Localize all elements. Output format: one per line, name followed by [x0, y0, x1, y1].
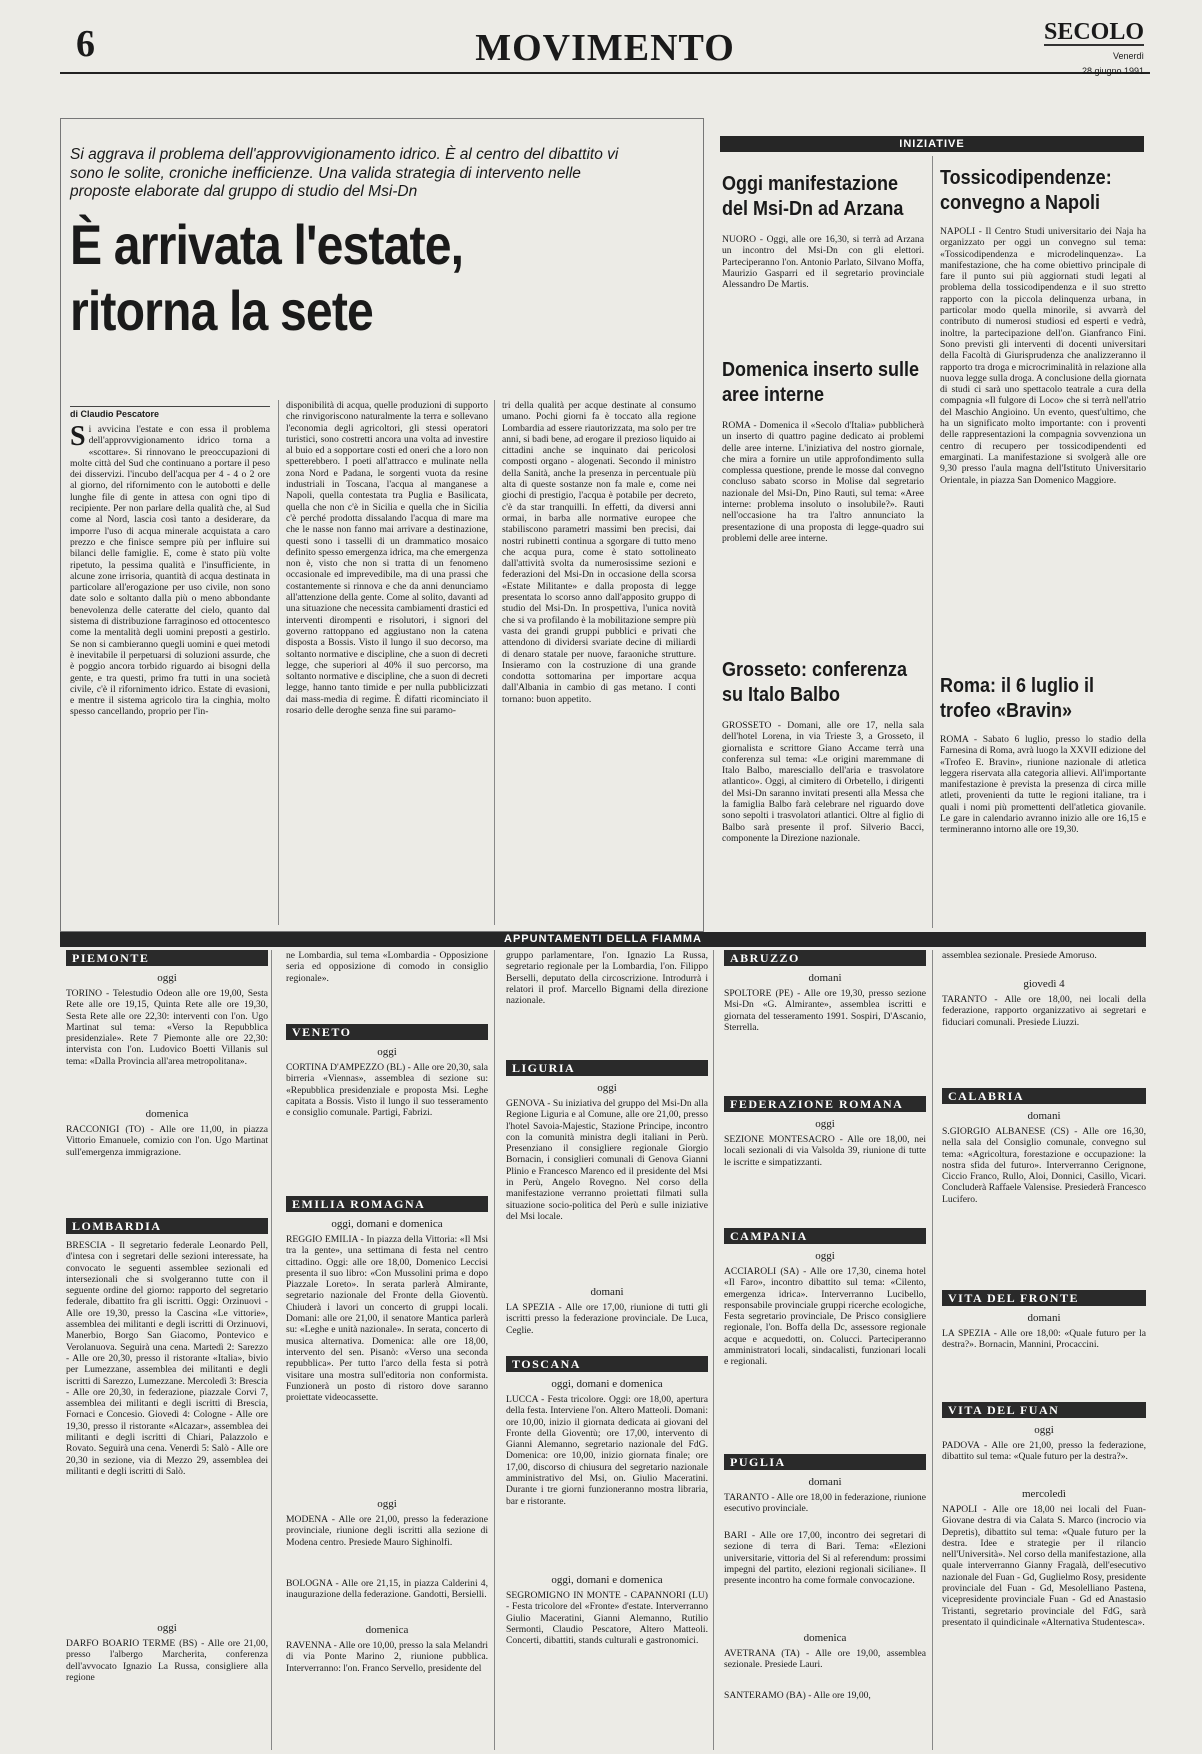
liguria-oggi: oggi [597, 1082, 617, 1094]
puglia-bari: BARI - Alle ore 17,00, incontro dei segretari di sezione di terra di Bari. Tema: «Elezioni universitarie, vittoria del Si al referendum: prossimi impegni del partito, elezioni regionali siciliane». Il presente incontro ha come formale convocazione. [724, 1530, 926, 1587]
puglia-taranto: TARANTO - Alle ore 18,00 in federazione, riunione esecutivo provinciale. [724, 1492, 926, 1515]
fronte-spezia: LA SPEZIA - Alle ore 18,00: «Quale futuro per la destra?». Bornacin, Mannini, Procaccini. [942, 1328, 1146, 1351]
fed-montesacro: SEZIONE MONTESACRO - Alle ore 18,00, nei locali sezionali di via Valsolda 39, riunione di tutte le iscritte e simpatizzanti. [724, 1134, 926, 1168]
col2-continuation: ne Lombardia, sul tema «Lombardia - Opposizione seria ed opposizione di comodo in consiglio regionale». [286, 950, 488, 984]
section-title: MOVIMENTO [475, 27, 735, 69]
liguria-domani: domani [590, 1286, 624, 1298]
region-abruzzo: ABRUZZO [724, 950, 926, 966]
main-article-col-1 [70, 424, 270, 924]
piemonte-racconigi: RACCONIGI (TO) - Alle ore 11,00, in piazza Vittorio Emanuele, comizio con l'on. Ugo Martinat sull'emergenza immigrazione. [66, 1124, 268, 1158]
piemonte-oggi: oggi [157, 972, 177, 984]
veneto-oggi: oggi [377, 1046, 397, 1058]
lombardia-brescia: BRESCIA - Il segretario federale Leonardo Pell, d'intesa con i segretari delle sezioni interessate, ha convocato le seguenti assemblee sezionali ed intersezionali che si svolgeranno tutte con il seguente ordine del giorno: rapporto del segretario federale, dibattito fra gli iscritti. Oggi: Orzinuovi - Alle ore 19,30, presso la Cascina «Le vittorie», assemblea dei militanti e degli iscritti di Orzinuovi, Manerbio, Borgo San Giacomo, Pontevico e Verolanuova. Seguirà una cena. Martedì 2: Sarezzo - Alle ore 20,30, presso il ristorante «Italia», bivio per Lumezzane, assemblea dei militanti e degli iscritti di Sarezzo, Lumezzane. Mercoledì 3: Brescia - Alle ore 20,30, in federazione, piazzale Corvi 7, assemblea dei militanti e degli iscritti di Brescia, Fornaci e Concesio. Giovedì 4: Cologne - Alle ore 19,30, presso il ristorante «Alcazar», assemblea dei militanti e degli iscritti di Chiari, Palazzolo e Rovato. Seguirà una cena. Venerdì 5: Salò - Alle ore 20,30 in sezione, via di Mezzo 29, assemblea dei militanti e degli iscritti di Salò. [66, 1240, 268, 1477]
campania-oggi: oggi [815, 1250, 835, 1262]
page-number: 6 [76, 23, 95, 65]
emilia-modena: MODENA - Alle ore 21,00, presso la federazione provinciale, riunione degli iscritti alla sezione di Modena centro. Presiede Mauro Sighinolfi. [286, 1514, 488, 1548]
puglia-santeramo: SANTERAMO (BA) - Alle ore 19,00, [724, 1690, 871, 1701]
emilia-oggi: oggi [377, 1498, 397, 1510]
fed-oggi: oggi [815, 1118, 835, 1130]
liguria-genova: GENOVA - Su iniziativa del gruppo del Msi-Dn alla Regione Liguria e al Comune, alle ore 21,00, presso l'hotel Savoia-Majestic, Stazione Principe, incontro con la comunità ministra degli italiani in Perù. Presenziano il consigliere regionale Giorgio Bornacin, i consiglieri comunali di Genova Gianni Plinio e Francesco Marenco ed il presidente del Msi in Perù, Angelo Rovegno. Nel corso della manifestazione verranno proiettati filmati sulla situazione socio-politica del Perù e sulle iniziative del Msi locale. [506, 1098, 708, 1222]
headline-line-1: È arrivata l'estate, [70, 213, 464, 276]
iniziative-bar: INIZIATIVE [720, 136, 1144, 152]
grosseto-body: GROSSETO - Domani, alle ore 17, nella sala dell'hotel Lorena, in via Trieste 3, a Grosseto, il giornalista e scrittore Giano Accame terrà una conferenza sul tema: «Le origini maremmane di Italo Balbo, maresciallo dell'aria e trasvolatore atlantico». Oggi, al cimitero di Orbetello, i dirigenti del Msi-Dn saranno invitati presenti alla Messa che la famiglia Balbo farà celebrare nel riguardo dove sono sepolti i trasvolatori atlantici. Oltre al figlio di Balbo sarà presente il prof. Silverio Bacci, componente la Direzione nazionale. [722, 720, 924, 844]
main-article-headline [70, 212, 586, 344]
toscana-segromigno: SEGROMIGNO IN MONTE - CAPANNORI (LU) - Festa tricolore del «Fronte» d'estate. Interverranno Giulio Maceratini, Gianni Alemanno, Rutilio Sermonti, Claudio Pescatore, Altero Matteoli. Concerti, dibattiti, stands culturali e gastronomici. [506, 1590, 708, 1647]
region-campania: CAMPANIA [724, 1228, 926, 1244]
puglia-avetrana: AVETRANA (TA) - Alle ore 19,00, assemblea sezionale. Presiede Lauri. [724, 1648, 926, 1671]
emilia-bologna: BOLOGNA - Alle ore 21,15, in piazza Calderini 4, inaugurazione della federazione. Gandotti, Bersielli. [286, 1578, 488, 1601]
lombardia-darfo: DARFO BOARIO TERME (BS) - Alle ore 21,00, presso l'albergo Marcherita, conferenza dell'avvocato Ignazio La Russa, consigliere alla regione [66, 1638, 268, 1683]
piemonte-torino: TORINO - Telestudio Odeon alle ore 19,00, Sesta Rete alle ore 19,15, Quinta Rete alle ore 19,30, Sesta Rete alle ore 22,30: interventi con l'on. Ugo Martinat sul tema: «Verso la Repubblica presidenziale». Rete 7 Piemonte alle ore 22,30: intervista con l'on. Ludovico Boetti Villanis sul tema: «Dalla Provincia all'area metropolitana». [66, 988, 268, 1067]
column-rule [713, 950, 714, 1750]
region-liguria: LIGURIA [506, 1060, 708, 1076]
dropcap: S [70, 424, 86, 452]
fuan-padova: PADOVA - Alle ore 21,00, presso la federazione, dibattito sul tema: «Quale futuro per la destra?». [942, 1440, 1146, 1463]
masthead-day: Venerdì [1112, 51, 1144, 61]
column-rule [932, 950, 933, 1750]
masthead-logo: SECOLO [1043, 19, 1144, 45]
tossico-title: Tossicodipendenze: convegno a Napoli [940, 167, 1112, 214]
main-article-col-1-text: i avvicina l'estate e con essa il problema dell'approvvigionamento idrico torna a «scottare». Si rinnovano le preoccupazioni di molte città del Sud che continuano a portare il peso dei disservizi. l'incubo dell'acqua per 4 - 4 o 2 ore al giorno, del rifornimento con le autobotti e delle lunghe file di gente in attesa con ogni tipo di recipiente. Per non parlare della qualità che, al Sud come al Nord, lascia così tanto a desiderare, da imporre l'uso di acqua minerale acquistata a caro prezzo e che finisce sempre più per influire sui bilanci delle famiglie. E, come è stato più volte ripetuto, la pessima qualità e l'insufficiente, in alcune zone irrisoria, quantità di acqua destinata in particolare all'erogazione per uso civile, non sono date solo e soltanto dalla più o meno abbondante benevolenza delle cateratte del cielo, quanto dal sistema di distribuzione farraginoso ed ottocentesco come la mentalità degli uomini preposti a gestirlo. Se non si cambieranno quegli uomini e quei metodi è inevitabile il perpetuarsi di soluzioni assurde, che è poggio ancora torbido riguardo ai bisogni della gente, e tra questi, primo fra tutti in una società civile, c'è il rifornimento idrico. Estate di evasioni, e mentre il sistema agricolo tira la cinghia, molto spesso cancellando, proprio per l'in- [70, 424, 270, 718]
region-calabria: CALABRIA [942, 1088, 1146, 1104]
fuan-napoli: NAPOLI - Alle ore 18,00 nei locali del Fuan-Giovane destra di via Calata S. Marco (incrocio via Depretis), dibattito sul tema: «Quale futuro per la destra. Idee e strategie per il rilancio nell'Università». Nel corso della manifestazione, alla quale interverranno Gianny Fragalà, dell'esecutivo nazionale del Fuan - Gd, Guglielmo Rosy, presidente provinciale del Fuan - Gd, Mesolelliano Pastena, vicepresidente provinciale Fuan - Gd ed Anastasio Tristanti, segretario provinciale del FdG, sarà presentato il quindicinale «Alternativa Studentesca». [942, 1504, 1146, 1628]
region-veneto: VENETO [286, 1024, 488, 1040]
emilia-ravenna: RAVENNA - Alle ore 10,00, presso la sala Melandri di via Ponte Marino 2, riunione pubblica. Interverranno: l'on. Franco Servello, presidente del [286, 1640, 488, 1674]
bravin-body: ROMA - Sabato 6 luglio, presso lo stadio della Farnesina di Roma, avrà luogo la XXVII edizione del «Trofeo E. Bravin», riunione nazionale di atletica leggera riservata alla categoria allievi. All'importante manifestazione è prevista la presenza di circa mille atleti, provenienti da tutte le regioni italiane, tra i quali i nomi più promettenti dell'atletica giovanile. Le gare in calendario avranno inizio alle ore 16,15 e termineranno intorno alle ore 19,30. [940, 734, 1146, 836]
tossico-body: NAPOLI - Il Centro Studi universitario dei Naja ha organizzato per oggi un convegno sul tema: «Tossicodipendenza e microdelinquenza». La manifestazione, che ha come obiettivo principale di fare il punto sui più aggiornati studi legati al problema della tossicodipendenza e il suo stretto rapporto con la piccola delinquenza urbana, in particolar modo quella minorile, si avvarrà del contributo di numerosi studiosi ed esperti e vedrà, inoltre, la partecipazione dell'on. Gianfranco Fini. Sono previsti gli interventi di docenti universitari della Facoltà di Giurisprudenza che analizzeranno il rapporto tra droga e microcriminalità in relazione alla nuova legge sulla droga. A conclusione della giornata di studi ci sarà uno spettacolo teatrale a cura della compagnia «Il fulgore di Loco» che si terrà nell'atrio del Maschio Angioino. Un evento, quest'ultimo, che ha un significato molto importante: con i proventi delle rappresentazioni la compagnia sovvenziona un centro di recupero per tossicodipendenti ed emarginati. La manifestazione si svolgerà alle ore 9,30 presso l'aula magna dell'Istituto Universitario Orientale, in piazza San Domenico Maggiore. [940, 226, 1146, 486]
main-article-kicker: Si aggrava il problema dell'approvvigionamento idrico. È al centro del dibattito vi sono le solite, croniche inefficienze. Una valida strategia di intervento nelle proposte elaborate dal gruppo di studio del Msi-Dn [70, 146, 619, 200]
arzana-body: NUORO - Oggi, alle ore 16,30, si terrà ad Arzana un incontro del Msi-Dn con gli elettori. Parteciperanno l'on. Antonio Parlato, Silvano Moffa, Maurizio Gasparri ed il segretario provinciale Alessandro De Martis. [722, 234, 924, 291]
puglia-domenica: domenica [803, 1632, 847, 1644]
region-federazione-romana: FEDERAZIONE ROMANA [724, 1096, 926, 1112]
region-vita-del-fuan: VITA DEL FUAN [942, 1402, 1146, 1418]
taranto-giovedi: TARANTO - Alle ore 18,00, nei locali della federazione, rapporto organizzativo ai segretari e fiduciari comunali. Presiede Liuzzi. [942, 994, 1146, 1028]
liguria-spezia: LA SPEZIA - Alle ore 17,00, riunione di tutti gli iscritti presso la federazione provinciale. De Luca, Ceglie. [506, 1302, 708, 1336]
bravin-title: Roma: il 6 luglio il trofeo «Bravin» [940, 675, 1095, 722]
campania-acciaroli: ACCIAROLI (SA) - Alle ore 17,30, cinema hotel «Il Faro», incontro dibattito sul tema: «Cilento, emergenza idrica». Interverranno Lucibello, responsabile provinciale gruppi ricerche ecologiche, Festa segretario provinciale, De Prisco consigliere regionale, l'on. Boffa della Dc, assessore regionale acque e acquedotti, on. Colucci. Parteciperanno amministratori locali, sindacalisti, funzionari locali e regionali. [724, 1266, 926, 1368]
fuan-oggi: oggi [1034, 1424, 1054, 1436]
abruzzo-spoltore: SPOLTORE (PE) - Alle ore 19,30, presso sezione Msi-Dn «G. Almirante», assemblea iscritti e giornata del tesseramento 1991. Sospiri, D'Ascanio, Sterrella. [724, 988, 926, 1033]
column-rule [271, 950, 272, 1750]
fuan-mercoledi: mercoledì [1022, 1488, 1066, 1500]
region-puglia: PUGLIA [724, 1454, 926, 1470]
col3-continuation: gruppo parlamentare, l'on. Ignazio La Russa, segretario regionale per la Lombardia, l'on. Filippo Berselli, deputato della circoscrizione. Introdurrà i relatori il prof. Marcello Bignami della direzione nazionale. [506, 950, 708, 1007]
calabria-domani: domani [1027, 1110, 1061, 1122]
emilia-domenica: domenica [365, 1624, 409, 1636]
toscana-sub-2: oggi, domani e domenica [551, 1574, 663, 1586]
headline-line-2: ritorna la sete [70, 279, 373, 342]
column-rule [278, 400, 279, 925]
piemonte-domenica: domenica [145, 1108, 189, 1120]
grosseto-title: Grosseto: conferenza su Italo Balbo [722, 659, 908, 706]
column-rule [494, 400, 495, 925]
lombardia-oggi: oggi [157, 1622, 177, 1634]
main-article-col-2: disponibilità di acqua, quelle produzioni di supporto che rinvigoriscono naturalmente la terra e sollevano l'economia degli agricoltori, gli stessi operatori turistici, sono costretti ancora una volta ad investire al buio ed a sopportare costi ed oneri che a loro non spetterebbero. I poeti all'attracco e mulinate nella zona Nord e Padana, le sorgenti vuota da resine industriali in Toscana, l'acqua al manganese a Napoli, quella contestata tra Puglia e Basilicata, quella che non c'è in Sicilia e quella che in Sicilia c'è perché prodotta dissalando l'acqua di mare ma che le nasse non fanno mai arrivare a destinazione, questi sono i tasselli di un drammatico mosaico definito spesso emergenza idrica, ma che emergenza non è, visto che non si tratta di un fenomeno occasionale ed imprevedibile, ma di una prassi che costantemente si rinnova e che da anni denunciamo all'attenzione della gente. Come al solito, davanti ad una situazione che necessita cambiamenti drastici ed interventi dirompenti e risolutori, i signori del governo rattoppano ed aggiustano non la catena disposta a Bossis. Visto il lungo il suo decorso, ma soltanto normative e discipline, che a suon di decreti legge, che superiori al 40% il suo percorso, ma soltanto normative e discipline, che a suon di decreti legge, hanno tanto timide e per nulla pubblicizzati dai mass-media di regime. È difatti ricominciato il rosario delle deroghe senza fine sui paramo- [286, 400, 488, 717]
giovedi-label: giovedì 4 [1023, 978, 1065, 990]
masthead [1044, 20, 1144, 76]
column-rule [932, 156, 933, 928]
fronte-domani: domani [1027, 1312, 1061, 1324]
calabria-sgiorgio: S.GIORGIO ALBANESE (CS) - Alle ore 16,30, nella sala del Consiglio comunale, convegno sul tema: «Agricoltura, forestazione e occupazione: la nostra sfida del futuro». Interverranno Cerignone, Ciccio Franco, Rullo, Aloi, Donnici, Casillo, Vicari. Concluderà Raffaele Valensise. Presiederà Francesco Lucifero. [942, 1126, 1146, 1205]
column-rule [494, 950, 495, 1750]
veneto-cortina: CORTINA D'AMPEZZO (BL) - Alle ore 20,30, sala birreria «Viennas», assemblea di sezione su: «Repubblica presidenziale e proposta Msi. Leghe capitata a Bossis. Visto il lungo il suo tesseramento e consiglio comunale. Partigi, Fabrizi. [286, 1062, 488, 1119]
region-piemonte: PIEMONTE [66, 950, 268, 966]
toscana-lucca: LUCCA - Festa tricolore. Oggi: ore 18,00, apertura della festa. Interviene l'on. Altero Matteoli. Domani: ore 10,00, inizio il giornata dedicata ai giovani del Fronte della Gioventù; ore 17,00, intervento di Gianni Alemanno, segretario nazionale del FdG. Domenica: ore 10,00, inizio giornata finale; ore 17,00, discorso di chiusura del segretario nazionale amministrativo del Msi, on. Giulio Maceratini. Durante i tre giorni funzioneranno mostra libraria, bar e ristorante. [506, 1394, 708, 1507]
toscana-sub: oggi, domani e domenica [551, 1378, 663, 1390]
emilia-reggio: REGGIO EMILIA - In piazza della Vittoria: «Il Msi tra la gente», una settimana di festa nel centro cittadino. Oggi: alle ore 18,00, Domenico Leccisi presenta il suo libro: «Con Mussolini prima e dopo Piazzale Loreto». In serata parlerà Almirante, segretario nazionale del Fronte della Gioventù. Chiuderà i lavori un concerto di gruppi locali. Domani: alle ore 21,00, il senatore Mantica parlerà su: «Leghe e unità nazionale». In serata, concerto di musica alternativa. Domenica: alle ore 18,00, intervento del sen. Pisanò: «Verso una seconda repubblica». Per tutto l'arco della festa si potrà visitare una mostra sull'editoria non conformista. Funzionerà un posto di ristoro dove saranno proiettate videocassette. [286, 1234, 488, 1404]
puglia-domani: domani [808, 1476, 842, 1488]
region-vita-del-fronte: VITA DEL FRONTE [942, 1290, 1146, 1306]
region-emilia-romagna: EMILIA ROMAGNA [286, 1196, 488, 1212]
region-toscana: TOSCANA [506, 1356, 708, 1372]
domenica-title: Domenica inserto sulle aree interne [722, 359, 920, 406]
region-lombardia: LOMBARDIA [66, 1218, 268, 1234]
emilia-sub: oggi, domani e domenica [331, 1218, 443, 1230]
main-article-byline: di Claudio Pescatore [70, 406, 270, 419]
masthead-date: 28 giugno 1991 [1081, 66, 1144, 76]
page-header [60, 14, 1150, 74]
main-article-col-3: tri della qualità per acque destinate al consumo umano. Pochi giorni fa è toccato alla regione Lombardia ad essere riautorizzata, ma solo per tre anni, si badi bene, ad erogare il prezioso liquido ai cittadini anche se inquinato dai pericolosi composti organo - alogenati. Secondo il ministro della Sanità, anche la presenza in percentuale più alta di queste sostanze non fa male e, come nei giochi di prestigio, l'acqua è potabile per decreto, c'è da star tranquilli. In effetti, da diversi anni ormai, in barba alle normative europee che stabiliscono parametri massimi ben precisi, dai nostri rubinetti continua a sgorgare di tutto meno che acqua pura, come è stato sottolineato dall'attività svolta da numerosissime sezioni e federazioni del Msi-Dn in occasione della scorsa «Estate Militante» e dalla proposta di legge presentata lo scorso anno dall'apposito gruppo di studio del Msi-Dn. In prospettiva, l'unica novità che si va profilando è la mobilitazione sempre più vasta dei grandi gruppi pubblici e privati che attendono di dividersi svariate decine di miliardi di denaro statale per nuove, faraoniche strutture. Insieramo con la costruzione di una grande condotta sottomarina per importare acqua dall'Albania in cambio di gas metano. I conti tornano: buon appetito. [502, 400, 696, 705]
appuntamenti-bar: APPUNTAMENTI DELLA FIAMMA [60, 932, 1146, 947]
abruzzo-domani: domani [808, 972, 842, 984]
domenica-body: ROMA - Domenica il «Secolo d'Italia» pubblicherà un inserto di quattro pagine dedicato ai problemi delle aree interne. L'iniziativa del nostro giornale, che mira a fornire un utile approfondimento sulla complessa questione, prende le mosse dal convegno concluso sabato scorso in Molise dal segretario nazionale del Msi-Dn, Pino Rauti, sul tema: «Aree interne: problema insoluto o insolubile?». Rauti nell'occasione ha tra l'altro annunciato la presentazione di una proposta di legge-quadro sui problemi delle aree interne. [722, 420, 924, 544]
arzana-title: Oggi manifestazione del Msi-Dn ad Arzana [722, 173, 904, 220]
col5-continuation: assemblea sezionale. Presiede Amoruso. [942, 950, 1097, 961]
